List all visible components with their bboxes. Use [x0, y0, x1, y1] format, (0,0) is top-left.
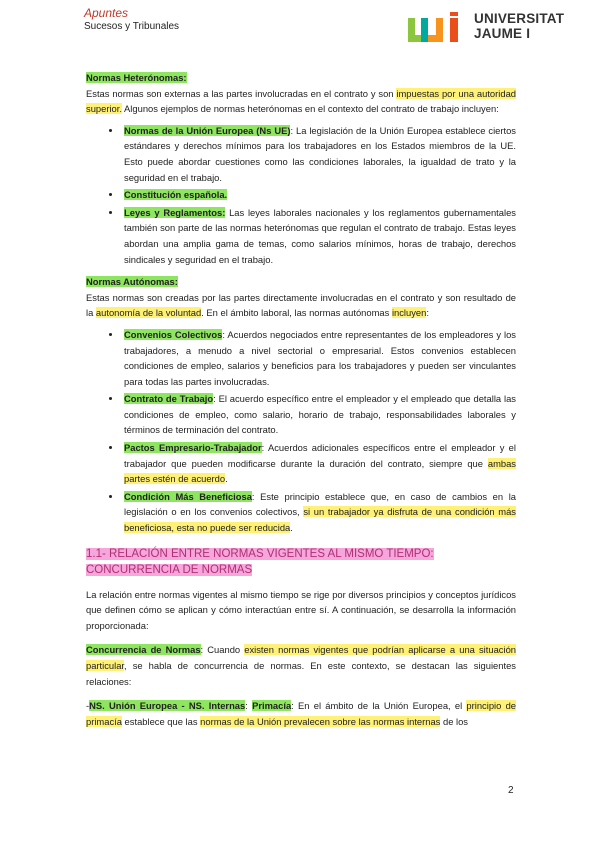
university-logo — [408, 12, 574, 44]
heteronomas-heading: Normas Heterónomas: — [86, 72, 187, 83]
autonomas-intro: Estas normas son creadas por las partes directamente involucradas en el contrato y son resultado de la autonomía de la voluntad. En el ámbito laboral, las normas autónomas incluyen: — [86, 291, 516, 319]
section-heading: 1.1- RELACIÓN ENTRE NORMAS VIGENTES AL MISMO TIEMPO: CONCURRENCIA DE NORMAS — [86, 547, 434, 576]
list-item: • Constitución española. — [122, 187, 516, 203]
list-item: • Normas de la Unión Europea (Ns UE): La legislación de la Unión Europea establece ciertos estándares y derechos mínimos para los trabajadores en los Estados miembros de la UE. Esto puede abordar cuestiones como las condiciones laborales, la igualdad de trato y la seguridad en el trabajo. — [122, 123, 516, 185]
document-body — [86, 70, 516, 729]
list-item: • Pactos Empresario-Trabajador: Acuerdos adicionales específicos entre el empleador y el trabajador que pueden modificarse durante la duración del contrato, siempre que ambas partes estén de acuerdo. — [122, 440, 516, 487]
header-subtitle: Sucesos y Tribunales — [84, 21, 180, 32]
page-number: 2 — [508, 785, 514, 796]
primacia-paragraph: -NS. Unión Europea - NS. Internas: Primacía: En el ámbito de la Unión Europea, el principio de primacía establece que las normas de la Unión prevalecen sobre las normas internas de los — [86, 700, 517, 727]
header-title: Apuntes — [84, 6, 129, 20]
logo-line-1: UNIVERSITAT — [474, 11, 565, 26]
heteronomas-intro: Estas normas son externas a las partes involucradas en el contrato y son impuestas por una autoridad superior. Algunos ejemplos de normas heterónomas en el contexto del contrato de trabajo incluyen: — [86, 87, 516, 115]
uji-logo-icon — [408, 12, 470, 44]
page-header — [84, 6, 179, 34]
list-item: • Condición Más Beneficiosa: Este principio establece que, en caso de cambios en la legislación o en los convenios colectivos, si un trabajador ya disfruta de una condición más beneficiosa, esta no puede ser reducida. — [122, 489, 516, 536]
list-item: • Contrato de Trabajo: El acuerdo específico entre el empleador y el empleado que detalla las condiciones de empleo, como salario, horario de trabajo, responsabilidades laborales y términos de terminación del contrato. — [122, 391, 516, 438]
heteronomas-list — [86, 123, 516, 267]
autonomas-heading: Normas Autónomas: — [86, 276, 178, 288]
logo-line-2: JAUME I — [474, 25, 531, 41]
list-item: • Leyes y Reglamentos: Las leyes laborales nacionales y los reglamentos gubernamentales también son parte de las normas heterónomas que regulan el contrato de trabajo. Estas leyes abordan una amplia gama de temas, como salarios mínimos, horas de trabajo, derechos sindicales y seguridad en el trabajo. — [122, 205, 516, 267]
section-intro: La relación entre normas vigentes al mismo tiempo se rige por diversos principios y conceptos jurídicos que definen cómo se aplican y cómo interactúan entre sí. A continuación, se desarrolla la información proporcionada: — [86, 588, 516, 631]
list-item: • Convenios Colectivos: Acuerdos negociados entre representantes de los empleadores y los trabajadores, a menudo a nivel sectorial o empresarial. Estos convenios establecen condiciones de empleo, salarios y beneficios para los trabajadores y pueden ser vinculantes para todas las partes involucradas. — [122, 327, 516, 389]
concurrencia-paragraph: Concurrencia de Normas: Cuando existen normas vigentes que podrían aplicarse a una situación particular, se habla de concurrencia de normas. En este contexto, se destacan las siguientes relaciones: — [86, 644, 516, 687]
logo-wordmark — [474, 12, 564, 41]
autonomas-list — [86, 327, 516, 536]
